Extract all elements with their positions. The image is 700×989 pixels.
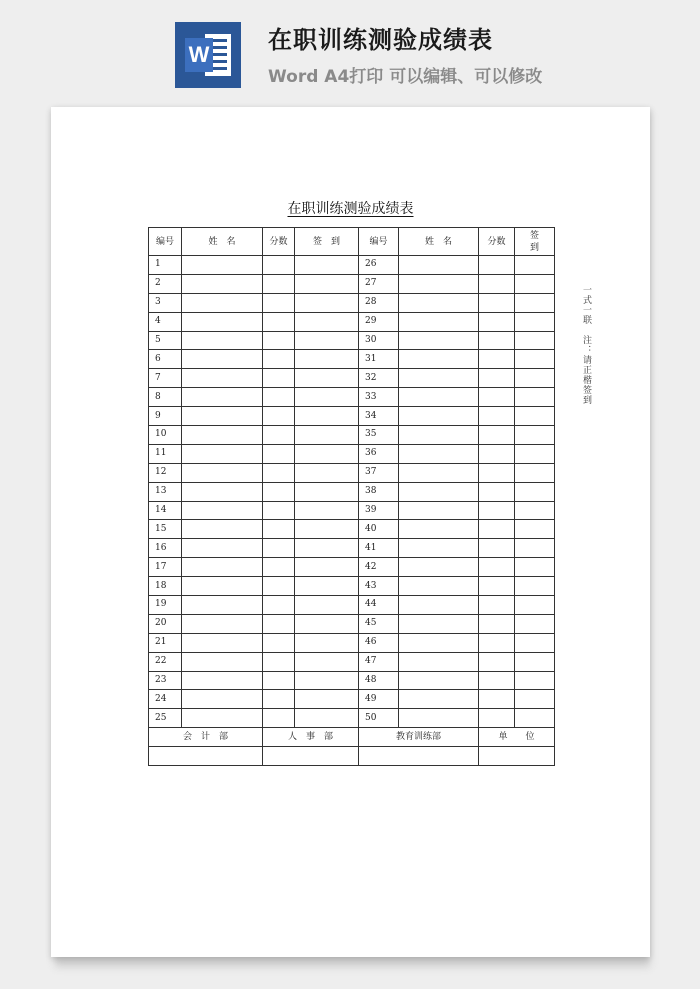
score-cell[interactable] — [263, 652, 295, 671]
footer-training: 教育训练部 — [359, 728, 479, 747]
table-row — [149, 426, 555, 445]
score-cell-right[interactable] — [479, 482, 515, 501]
table-row — [149, 501, 555, 520]
row-number-right: 31 — [359, 350, 399, 369]
footer-accounting: 会 计 部 — [149, 728, 263, 747]
row-number-right: 42 — [359, 558, 399, 577]
score-cell[interactable] — [263, 520, 295, 539]
row-number-right: 45 — [359, 614, 399, 633]
score-cell-right[interactable] — [479, 558, 515, 577]
row-number: 23 — [149, 671, 182, 690]
footer-unit: 单 位 — [479, 728, 555, 747]
sign-cell-right[interactable] — [515, 407, 555, 426]
sign-cell[interactable] — [295, 501, 359, 520]
row-number-right: 40 — [359, 520, 399, 539]
table-row — [149, 482, 555, 501]
row-number-right: 50 — [359, 709, 399, 728]
score-cell[interactable] — [263, 709, 295, 728]
row-number-right: 47 — [359, 652, 399, 671]
name-cell-right[interactable] — [399, 369, 479, 388]
row-number-right: 33 — [359, 388, 399, 407]
name-cell[interactable] — [182, 671, 263, 690]
header-name-right: 姓 名 — [399, 228, 479, 256]
row-number-right: 39 — [359, 501, 399, 520]
table-row — [149, 369, 555, 388]
row-number-right: 35 — [359, 426, 399, 445]
row-number: 19 — [149, 596, 182, 615]
hr-signature-cell[interactable] — [263, 747, 359, 766]
score-cell[interactable] — [263, 633, 295, 652]
row-number: 9 — [149, 407, 182, 426]
sign-cell-right[interactable] — [515, 350, 555, 369]
score-cell[interactable] — [263, 444, 295, 463]
table-row — [149, 274, 555, 293]
row-number: 3 — [149, 293, 182, 312]
score-cell-right[interactable] — [479, 388, 515, 407]
name-cell-right[interactable] — [399, 690, 479, 709]
row-number: 18 — [149, 577, 182, 596]
sign-cell-right[interactable] — [515, 520, 555, 539]
sign-cell-right[interactable] — [515, 633, 555, 652]
name-cell[interactable] — [182, 577, 263, 596]
row-number-right: 38 — [359, 482, 399, 501]
score-cell[interactable] — [263, 690, 295, 709]
score-cell-right[interactable] — [479, 709, 515, 728]
sign-cell-right[interactable] — [515, 463, 555, 482]
score-cell-right[interactable] — [479, 671, 515, 690]
table-row — [149, 709, 555, 728]
name-cell[interactable] — [182, 633, 263, 652]
score-cell[interactable] — [263, 331, 295, 350]
name-cell-right[interactable] — [399, 520, 479, 539]
score-cell[interactable] — [263, 671, 295, 690]
row-number-right: 43 — [359, 577, 399, 596]
row-number-right: 32 — [359, 369, 399, 388]
row-number: 20 — [149, 614, 182, 633]
sign-cell[interactable] — [295, 256, 359, 275]
score-cell-right[interactable] — [479, 577, 515, 596]
score-cell-right[interactable] — [479, 596, 515, 615]
name-cell-right[interactable] — [399, 501, 479, 520]
name-cell[interactable] — [182, 539, 263, 558]
name-cell-right[interactable] — [399, 482, 479, 501]
name-cell[interactable] — [182, 690, 263, 709]
table-row — [149, 444, 555, 463]
sign-cell-right[interactable] — [515, 256, 555, 275]
sign-cell-right[interactable] — [515, 709, 555, 728]
sign-cell-right[interactable] — [515, 274, 555, 293]
name-cell[interactable] — [182, 312, 263, 331]
score-cell[interactable] — [263, 388, 295, 407]
score-cell-right[interactable] — [479, 407, 515, 426]
table-row — [149, 690, 555, 709]
name-cell-right[interactable] — [399, 331, 479, 350]
name-cell[interactable] — [182, 256, 263, 275]
score-cell-right[interactable] — [479, 652, 515, 671]
row-number: 6 — [149, 350, 182, 369]
training-signature-cell[interactable] — [359, 747, 479, 766]
score-cell-right[interactable] — [479, 312, 515, 331]
name-cell-right[interactable] — [399, 350, 479, 369]
row-number-right: 30 — [359, 331, 399, 350]
score-cell[interactable] — [263, 274, 295, 293]
score-cell-right[interactable] — [479, 539, 515, 558]
row-number-right: 41 — [359, 539, 399, 558]
footer-label-row — [149, 728, 555, 747]
score-cell[interactable] — [263, 577, 295, 596]
name-cell-right[interactable] — [399, 633, 479, 652]
score-cell[interactable] — [263, 463, 295, 482]
name-cell[interactable] — [182, 463, 263, 482]
table-row — [149, 671, 555, 690]
unit-signature-cell[interactable] — [479, 747, 555, 766]
score-cell-right[interactable] — [479, 426, 515, 445]
name-cell[interactable] — [182, 558, 263, 577]
name-cell-right[interactable] — [399, 444, 479, 463]
sign-cell[interactable] — [295, 274, 359, 293]
row-number: 22 — [149, 652, 182, 671]
table-row — [149, 293, 555, 312]
score-cell-right[interactable] — [479, 350, 515, 369]
row-number-right: 48 — [359, 671, 399, 690]
score-cell[interactable] — [263, 312, 295, 331]
score-cell[interactable] — [263, 256, 295, 275]
score-cell-right[interactable] — [479, 614, 515, 633]
row-number: 2 — [149, 274, 182, 293]
row-number: 25 — [149, 709, 182, 728]
sign-cell-right[interactable] — [515, 482, 555, 501]
score-table — [148, 227, 555, 766]
row-number-right: 44 — [359, 596, 399, 615]
sign-cell[interactable] — [295, 369, 359, 388]
name-cell-right[interactable] — [399, 388, 479, 407]
sign-cell-right[interactable] — [515, 501, 555, 520]
score-cell-right[interactable] — [479, 501, 515, 520]
name-cell-right[interactable] — [399, 256, 479, 275]
row-number-right: 34 — [359, 407, 399, 426]
sign-cell[interactable] — [295, 596, 359, 615]
score-cell[interactable] — [263, 558, 295, 577]
header — [0, 0, 700, 100]
score-cell[interactable] — [263, 596, 295, 615]
table-row — [149, 520, 555, 539]
name-cell-right[interactable] — [399, 652, 479, 671]
sign-cell[interactable] — [295, 331, 359, 350]
name-cell[interactable] — [182, 596, 263, 615]
row-number: 21 — [149, 633, 182, 652]
name-cell[interactable] — [182, 614, 263, 633]
name-cell-right[interactable] — [399, 463, 479, 482]
sign-cell[interactable] — [295, 709, 359, 728]
row-number-right: 46 — [359, 633, 399, 652]
name-cell[interactable] — [182, 709, 263, 728]
sign-cell[interactable] — [295, 520, 359, 539]
row-number: 12 — [149, 463, 182, 482]
table-row — [149, 350, 555, 369]
name-cell[interactable] — [182, 407, 263, 426]
sign-cell[interactable] — [295, 350, 359, 369]
header-sign-right: 签到 — [515, 228, 555, 256]
sign-cell[interactable] — [295, 614, 359, 633]
score-cell-right[interactable] — [479, 520, 515, 539]
row-number: 15 — [149, 520, 182, 539]
name-cell-right[interactable] — [399, 577, 479, 596]
name-cell[interactable] — [182, 293, 263, 312]
doc-title: 在职训练测验成绩表 — [268, 26, 493, 54]
score-cell[interactable] — [263, 350, 295, 369]
name-cell-right[interactable] — [399, 274, 479, 293]
form-title: 在职训练测验成绩表 — [287, 201, 414, 217]
score-cell-right[interactable] — [479, 369, 515, 388]
row-number: 4 — [149, 312, 182, 331]
score-cell-right[interactable] — [479, 256, 515, 275]
name-cell-right[interactable] — [399, 312, 479, 331]
header-score-right: 分数 — [479, 228, 515, 256]
header-name: 姓 名 — [182, 228, 263, 256]
score-cell[interactable] — [263, 426, 295, 445]
doc-subtitle: Word A4打印 可以编辑、可以修改 — [268, 67, 543, 87]
word-icon-letter: W — [188, 42, 210, 67]
sign-cell[interactable] — [295, 312, 359, 331]
sign-cell[interactable] — [295, 463, 359, 482]
table-row — [149, 388, 555, 407]
table-header-row — [149, 228, 555, 256]
sign-cell-right[interactable] — [515, 444, 555, 463]
name-cell[interactable] — [182, 444, 263, 463]
sign-cell[interactable] — [295, 558, 359, 577]
sign-cell-right[interactable] — [515, 671, 555, 690]
name-cell-right[interactable] — [399, 558, 479, 577]
side-note: 一式一联 注：请正楷签到 — [581, 285, 591, 405]
sign-cell-right[interactable] — [515, 596, 555, 615]
table-row — [149, 539, 555, 558]
footer-hr: 人 事 部 — [263, 728, 359, 747]
name-cell[interactable] — [182, 652, 263, 671]
row-number-right: 26 — [359, 256, 399, 275]
row-number: 7 — [149, 369, 182, 388]
row-number: 10 — [149, 426, 182, 445]
sign-cell-right[interactable] — [515, 614, 555, 633]
score-cell-right[interactable] — [479, 293, 515, 312]
table-row — [149, 331, 555, 350]
name-cell-right[interactable] — [399, 293, 479, 312]
name-cell[interactable] — [182, 388, 263, 407]
score-cell[interactable] — [263, 482, 295, 501]
score-cell[interactable] — [263, 501, 295, 520]
footer-signature-row — [149, 747, 555, 766]
name-cell[interactable] — [182, 520, 263, 539]
accounting-signature-cell[interactable] — [149, 747, 263, 766]
sign-cell-right[interactable] — [515, 312, 555, 331]
score-cell[interactable] — [263, 369, 295, 388]
score-cell[interactable] — [263, 614, 295, 633]
score-cell-right[interactable] — [479, 331, 515, 350]
name-cell[interactable] — [182, 426, 263, 445]
table-row — [149, 463, 555, 482]
name-cell-right[interactable] — [399, 407, 479, 426]
sign-cell-right[interactable] — [515, 293, 555, 312]
sign-cell-right[interactable] — [515, 539, 555, 558]
table-row — [149, 312, 555, 331]
row-number-right: 27 — [359, 274, 399, 293]
sign-cell[interactable] — [295, 577, 359, 596]
row-number: 14 — [149, 501, 182, 520]
sign-cell-right[interactable] — [515, 652, 555, 671]
name-cell-right[interactable] — [399, 709, 479, 728]
header-sign: 签 到 — [295, 228, 359, 256]
row-number: 13 — [149, 482, 182, 501]
sign-cell[interactable] — [295, 690, 359, 709]
name-cell-right[interactable] — [399, 539, 479, 558]
table-row — [149, 633, 555, 652]
row-number: 5 — [149, 331, 182, 350]
name-cell[interactable] — [182, 482, 263, 501]
score-cell[interactable] — [263, 407, 295, 426]
sign-cell[interactable] — [295, 539, 359, 558]
row-number: 8 — [149, 388, 182, 407]
name-cell[interactable] — [182, 369, 263, 388]
name-cell-right[interactable] — [399, 426, 479, 445]
name-cell[interactable] — [182, 501, 263, 520]
row-number: 17 — [149, 558, 182, 577]
sign-cell[interactable] — [295, 388, 359, 407]
table-row — [149, 407, 555, 426]
name-cell-right[interactable] — [399, 671, 479, 690]
sign-cell[interactable] — [295, 633, 359, 652]
row-number: 24 — [149, 690, 182, 709]
sign-cell[interactable] — [295, 671, 359, 690]
score-cell-right[interactable] — [479, 274, 515, 293]
sign-cell[interactable] — [295, 482, 359, 501]
sign-cell[interactable] — [295, 407, 359, 426]
row-number: 11 — [149, 444, 182, 463]
row-number-right: 49 — [359, 690, 399, 709]
score-cell-right[interactable] — [479, 463, 515, 482]
row-number-right: 37 — [359, 463, 399, 482]
score-cell-right[interactable] — [479, 690, 515, 709]
sign-cell-right[interactable] — [515, 331, 555, 350]
row-number: 16 — [149, 539, 182, 558]
score-cell[interactable] — [263, 293, 295, 312]
sign-cell[interactable] — [295, 293, 359, 312]
sign-cell[interactable] — [295, 444, 359, 463]
table-row — [149, 558, 555, 577]
word-icon — [175, 22, 241, 88]
name-cell-right[interactable] — [399, 614, 479, 633]
header-score: 分数 — [263, 228, 295, 256]
header-num: 编号 — [149, 228, 182, 256]
table-row — [149, 652, 555, 671]
sign-cell-right[interactable] — [515, 426, 555, 445]
table-row — [149, 596, 555, 615]
row-number-right: 28 — [359, 293, 399, 312]
score-cell[interactable] — [263, 539, 295, 558]
table-row — [149, 614, 555, 633]
table-row — [149, 256, 555, 275]
score-cell-right[interactable] — [479, 444, 515, 463]
sign-cell-right[interactable] — [515, 690, 555, 709]
name-cell[interactable] — [182, 274, 263, 293]
sign-cell[interactable] — [295, 652, 359, 671]
name-cell[interactable] — [182, 331, 263, 350]
row-number-right: 36 — [359, 444, 399, 463]
row-number: 1 — [149, 256, 182, 275]
sign-cell-right[interactable] — [515, 577, 555, 596]
sign-cell[interactable] — [295, 426, 359, 445]
score-cell-right[interactable] — [479, 633, 515, 652]
name-cell[interactable] — [182, 350, 263, 369]
name-cell-right[interactable] — [399, 596, 479, 615]
document-page — [51, 107, 650, 957]
sign-cell-right[interactable] — [515, 369, 555, 388]
row-number-right: 29 — [359, 312, 399, 331]
table-row — [149, 577, 555, 596]
sign-cell-right[interactable] — [515, 388, 555, 407]
sign-cell-right[interactable] — [515, 558, 555, 577]
header-num-right: 编号 — [359, 228, 399, 256]
